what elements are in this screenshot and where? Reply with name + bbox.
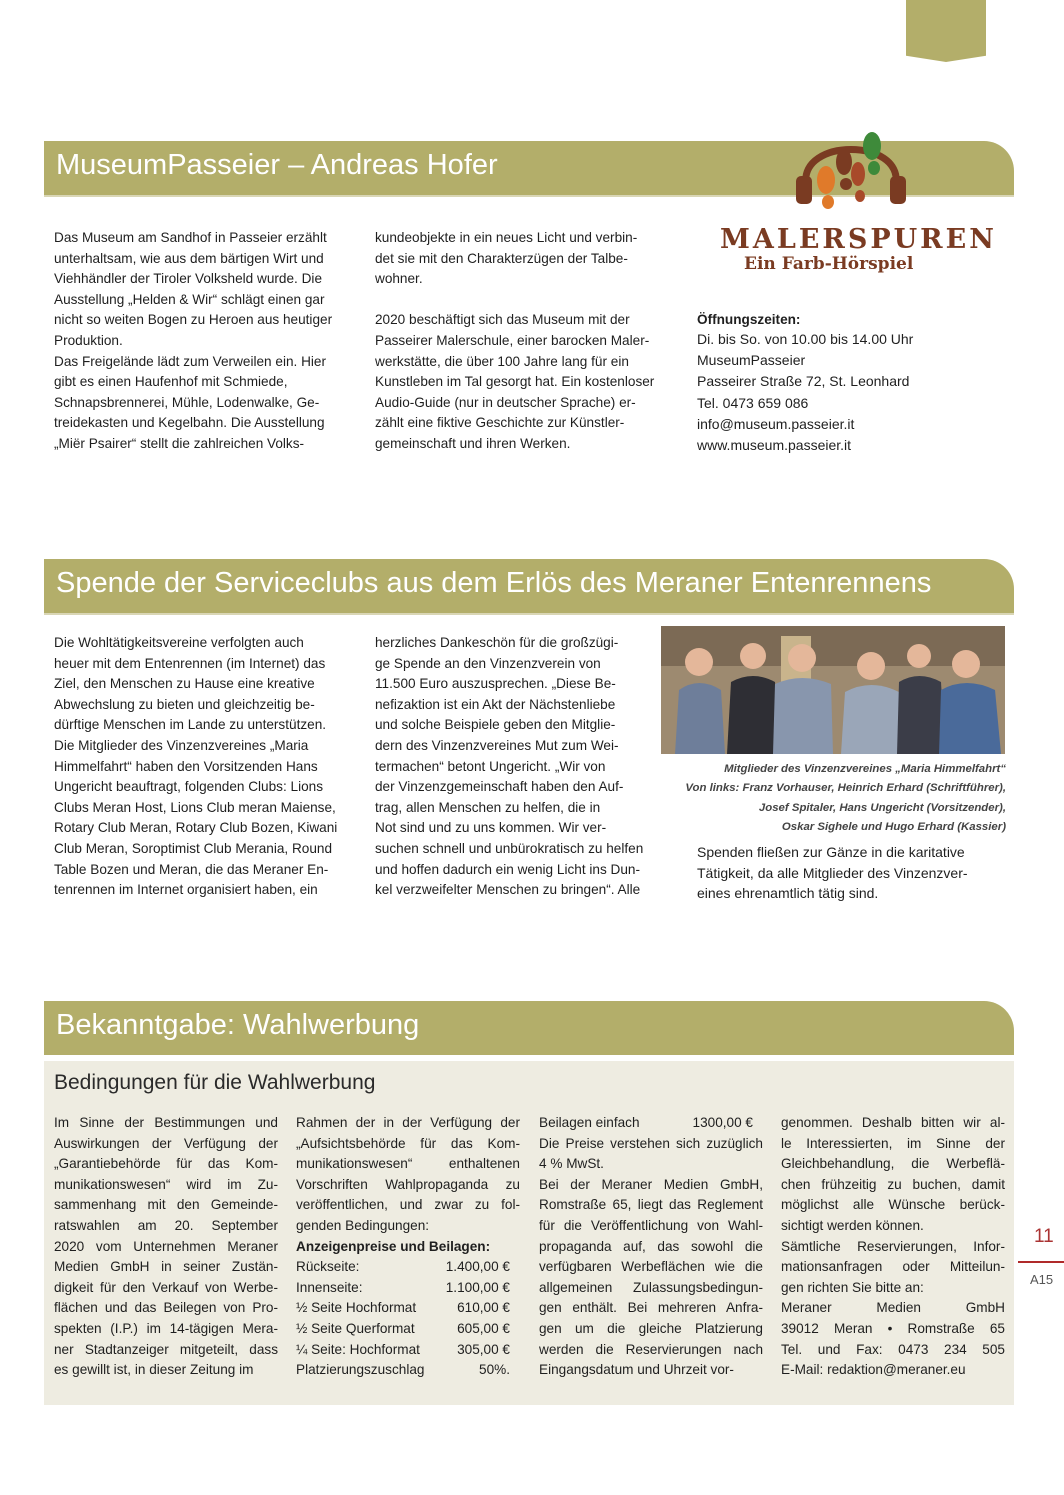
text-line: heuer mit dem Entenrennen (im Internet) das xyxy=(54,655,326,671)
text-line: genden Bedingungen: xyxy=(296,1217,430,1233)
text-line: Spenden fließen zur Gänze in die karitative xyxy=(697,844,965,860)
price-row xyxy=(296,1257,510,1278)
text-line: sammenhang mit den Gemeinde- xyxy=(54,1197,278,1213)
price-row xyxy=(296,1298,510,1319)
photo-caption xyxy=(640,760,1006,838)
text-line: Table Bozen und Meran, die das Meraner En- xyxy=(54,861,329,877)
group-photo xyxy=(661,626,1005,754)
section-title: MuseumPasseier – Andreas Hofer xyxy=(56,149,498,181)
text-line: Die Preise verstehen sich zuzüglich xyxy=(539,1135,763,1151)
text-line: kel verzweifelter Menschen zu bringen“. Alle xyxy=(375,882,641,898)
text-line: trag, allen Menschen zu helfen, die in xyxy=(375,799,601,815)
text-line: kundeobjekte in ein neues Licht und verbin- xyxy=(375,230,638,245)
donation-text-col1 xyxy=(54,633,337,901)
text-line: nefizaktion ist ein Akt der Nächstenliebe xyxy=(375,696,616,712)
price-value: 1.100,00 € xyxy=(445,1279,510,1295)
text-line: wohner. xyxy=(375,271,423,287)
text-line: MuseumPasseier xyxy=(697,352,806,369)
text-line: unterhaltsam, wie aus dem bärtigen Wirt und xyxy=(54,250,324,266)
text-line: Clubs Meran Host, Lions Club meran Maiense, xyxy=(54,799,336,815)
donation-text-col2 xyxy=(375,633,643,901)
text-line: Oskar Sighele und Hugo Erhard (Kassier) xyxy=(781,821,1006,834)
election-text-col1 xyxy=(54,1113,278,1381)
price-item: Beilagen einfach xyxy=(539,1115,640,1130)
price-item: ¼ Seite: Hochformat xyxy=(296,1341,420,1357)
section-header-election xyxy=(44,1001,1014,1055)
text-line: für die Veröffentlichung von Wahl- xyxy=(539,1217,763,1233)
text-line: spekten (I.P.) im 14-tägigen Mera- xyxy=(54,1320,278,1336)
text-line: allgemeinen Zulassungsbedingun- xyxy=(539,1279,763,1295)
text-line: info@museum.passeier.it xyxy=(697,415,855,432)
text-line: Die Mitglieder des Vinzenzvereines „Maria xyxy=(54,737,309,753)
text-line: Tel. 0473 659 086 xyxy=(697,394,809,411)
text-line: www.museum.passeier.it xyxy=(697,437,852,454)
text-line: det sie mit den Charakterzügen der Talbe- xyxy=(375,250,628,266)
text-line: Ziel, den Menschen zu Hause eine kreative xyxy=(54,676,315,692)
text-line: tenrennen im Internet organisiert haben, ein xyxy=(54,882,318,898)
text-line: „Aufsichtsbehörde für das Kom- xyxy=(296,1135,520,1151)
price-value: 305,00 € xyxy=(457,1341,510,1357)
museum-text-col2 xyxy=(375,228,654,455)
text-line: Das Museum am Sandhof in Passeier erzählt xyxy=(54,230,327,245)
text-line: sichtigt werden können. xyxy=(781,1217,924,1233)
text-line: Produktion. xyxy=(54,332,123,348)
group-photo-image xyxy=(661,626,1005,754)
text-line: 2020 vom Unternehmen Meraner xyxy=(54,1238,278,1254)
text-line: ratswahlen am 20. September xyxy=(54,1217,278,1233)
text-line: Passeirer Straße 72, St. Leonhard xyxy=(697,373,910,390)
opening-hours-label: Öffnungszeiten: xyxy=(697,312,801,327)
text-line: werden die Reservierungen nach xyxy=(539,1341,763,1357)
text-line: ge Spende an den Vinzenzverein von xyxy=(375,655,601,671)
section-title: Spende der Serviceclubs aus dem Erlös des Meraner Entenrennens xyxy=(56,567,932,599)
text-line: 39012 Meran • Romstraße 65 xyxy=(781,1320,1005,1336)
text-line: Schnapsbrennerei, Mühle, Lodenwalke, Ge- xyxy=(54,394,320,410)
text-line: „Miër Psairer“ stellt die zahlreichen Volks- xyxy=(54,435,305,451)
text-line: Eingangsdatum und Uhrzeit vor- xyxy=(539,1362,734,1378)
text-line: Gleichbehandlung, die Werbeflä- xyxy=(781,1156,1005,1172)
text-line: zählt eine fiktive Geschichte zur Künstler- xyxy=(375,415,625,431)
text-line: Bei der Meraner Medien GmbH, xyxy=(539,1176,763,1192)
text-line: „Garantiebehörde für das Kom- xyxy=(54,1156,278,1172)
text-line: Not sind und zu uns kommen. Wir ver- xyxy=(375,820,607,836)
price-row-beilagen xyxy=(539,1113,753,1134)
text-line: Kunstleben im Tal gesorgt hat. Ein kostenloser xyxy=(375,374,655,390)
text-line: und hoffen dadurch ein wenig Licht ins Dun- xyxy=(375,861,641,877)
text-line: termachen“ betont Ungericht. „Wir von xyxy=(375,758,606,774)
text-line: suchen schnell und unbürokratisch zu helfen xyxy=(375,840,644,856)
text-line: dern des Vinzenzvereines Mut zum Wei- xyxy=(375,737,619,753)
text-line: chen frühzeitig zu buchen, damit xyxy=(781,1176,1005,1192)
prices-label: Anzeigenpreise und Beilagen: xyxy=(296,1238,491,1254)
text-line: flächen und das Beilegen von Pro- xyxy=(54,1300,278,1316)
text-line: digkeit für den Verkauf von Werbe- xyxy=(54,1279,278,1295)
section-title: Bekanntgabe: Wahlwerbung xyxy=(56,1009,420,1041)
text-line: Rahmen der in der Verfügung der xyxy=(296,1115,520,1130)
text-line: 2020 beschäftigt sich das Museum mit der xyxy=(375,312,630,328)
text-line: es gewillt ist, in dieser Zeitung im xyxy=(54,1362,254,1378)
text-line: Sämtliche Reservierungen, Infor- xyxy=(781,1238,1005,1254)
price-row xyxy=(296,1340,510,1361)
text-line: Das Freigelände lädt zum Verweilen ein. Hier xyxy=(54,353,327,369)
price-row xyxy=(296,1319,510,1340)
price-item: Rückseite: xyxy=(296,1259,360,1275)
text-line: Club Meran, Soroptimist Club Merania, Round xyxy=(54,840,333,856)
text-line: werkstätte, die über 100 Jahre lang für ein xyxy=(375,353,629,369)
text-line: munikationswesen“ enthaltenen xyxy=(296,1156,520,1172)
text-line xyxy=(375,290,654,311)
text-line: 4 % MwSt. xyxy=(539,1156,604,1172)
text-line: Medien GmbH in seiner Zustän- xyxy=(54,1259,278,1275)
headphones-footprints-icon xyxy=(792,118,910,218)
price-row xyxy=(296,1278,510,1299)
text-line: der Vinzenzgemeinschaft haben den Auf- xyxy=(375,779,624,795)
text-line: Di. bis So. von 10.00 bis 14.00 Uhr xyxy=(697,331,914,347)
divider xyxy=(44,613,1014,615)
text-line: veröffentlichen, und zwar zu fol- xyxy=(296,1197,520,1213)
text-line: Romstraße 65, liegt das Reglement xyxy=(539,1197,763,1213)
text-line: Passeirer Malerschule, einer barocken Maler- xyxy=(375,332,650,348)
text-line: Himmelfahrt“ haben den Vorsitzenden Hans xyxy=(54,758,318,774)
price-value: 610,00 € xyxy=(457,1300,510,1316)
text-line: nicht so weiten Bogen zu Heroen aus heutiger xyxy=(54,312,333,328)
text-line: Im Sinne der Bestimmungen und xyxy=(54,1115,278,1130)
text-line: Rotary Club Meran, Rotary Club Bozen, Kiwani xyxy=(54,820,338,836)
text-line: dürftige Menschen im Lande zu unterstützen. xyxy=(54,717,327,733)
text-line: propaganda auf, das sowohl die xyxy=(539,1238,763,1254)
section-header-donation xyxy=(44,559,1014,613)
election-text-col4 xyxy=(781,1113,1005,1381)
text-line: Abwechslung zu bieten und gleichzeitig be- xyxy=(54,696,315,712)
text-line: Ungericht beauftragt, folgenden Clubs: Lions xyxy=(54,779,324,795)
notice-subtitle: Bedingungen für die Wahlwerbung xyxy=(54,1071,376,1094)
price-item: Innenseite: xyxy=(296,1279,363,1295)
text-line: Josef Spitaler, Hans Ungericht (Vorsitzender), xyxy=(758,801,1006,814)
logo-title: MALERSPUREN xyxy=(720,224,997,255)
text-line: Viehhändler der Tiroler Volksheld wurde. Die xyxy=(54,271,322,287)
text-line: gen enthält. Bei mehreren Anfra- xyxy=(539,1300,763,1316)
donation-text-col3 xyxy=(697,842,968,904)
text-line: gibt es einen Haufenhof mit Schmiede, xyxy=(54,374,288,390)
page-number: 11 xyxy=(1034,1226,1054,1247)
text-line: herzliches Dankeschön für die großzügi- xyxy=(375,635,619,650)
malerspuren-logo xyxy=(792,118,910,218)
text-line: Auswirkungen der Verfügung der xyxy=(54,1135,278,1151)
text-line: möglichst alle Wünsche berück- xyxy=(781,1197,1005,1213)
text-line: gen um die gleiche Platzierung xyxy=(539,1320,763,1336)
text-line: Vorschriften Wahlpropaganda zu xyxy=(296,1176,520,1192)
price-value: 50%. xyxy=(479,1362,510,1378)
text-line: Meraner Medien GmbH xyxy=(781,1300,1005,1316)
text-line: Von links: Franz Vorhauser, Heinrich Erhard (Schriftführer), xyxy=(685,782,1006,795)
price-value: 605,00 € xyxy=(457,1320,510,1336)
text-line: genommen. Deshalb bitten wir al- xyxy=(781,1115,1005,1130)
text-line: eines ehrenamtlich tätig sind. xyxy=(697,885,879,902)
price-row xyxy=(296,1360,510,1381)
text-line: Mitglieder des Vinzenzvereines „Maria Himmelfahrt“ xyxy=(724,763,1006,775)
text-line: E-Mail: redaktion@meraner.eu xyxy=(781,1362,966,1378)
page-marker-line xyxy=(1018,1261,1064,1263)
text-line: ner Stadtanzeiger mitgeteilt, dass xyxy=(54,1341,278,1357)
price-item: Platzierungszuschlag xyxy=(296,1362,425,1378)
text-line: mationsanfragen oder Mitteilun- xyxy=(781,1259,1005,1275)
text-line: Ausstellung „Helden & Wir“ schlägt einen gar xyxy=(54,291,325,307)
price-value: 1.400,00 € xyxy=(445,1259,510,1275)
text-line: Tel. und Fax: 0473 234 505 xyxy=(781,1341,1005,1357)
text-line: und solche Beispiele geben den Mitglie- xyxy=(375,717,616,733)
text-line: gen richten Sie bitte an: xyxy=(781,1279,924,1295)
museum-text-col1 xyxy=(54,228,332,455)
museum-info xyxy=(697,329,913,456)
page-corner-tab xyxy=(906,0,986,62)
text-line: Die Wohltätigkeitsvereine verfolgten auch xyxy=(54,635,304,650)
text-line: Tätigkeit, da alle Mitglieder des Vinzenzver- xyxy=(697,864,968,881)
price-list xyxy=(296,1257,510,1381)
logo-subtitle: Ein Farb-Hörspiel xyxy=(744,254,914,274)
price-item: ½ Seite Querformat xyxy=(296,1320,415,1336)
election-text-col3 xyxy=(539,1113,763,1381)
text-line: treidekasten und Kegelbahn. Die Ausstellung xyxy=(54,415,325,431)
election-text-col2 xyxy=(296,1113,520,1381)
text-line: munikationswesen“ wird im Zu- xyxy=(54,1176,278,1192)
text-line: gemeinschaft und ihren Werken. xyxy=(375,435,571,451)
price-value: 1300,00 € xyxy=(692,1115,753,1130)
text-line: 11.500 Euro auszusprechen. „Diese Be- xyxy=(375,676,616,692)
price-item: ½ Seite Hochformat xyxy=(296,1300,417,1316)
text-line: Audio-Guide (nur in deutscher Sprache) er- xyxy=(375,394,636,410)
page-code: A15 xyxy=(1030,1272,1054,1287)
text-line: le Interessierten, im Sinne der xyxy=(781,1135,1005,1151)
text-line: verfügbaren Werbeflächen wie die xyxy=(539,1259,763,1275)
